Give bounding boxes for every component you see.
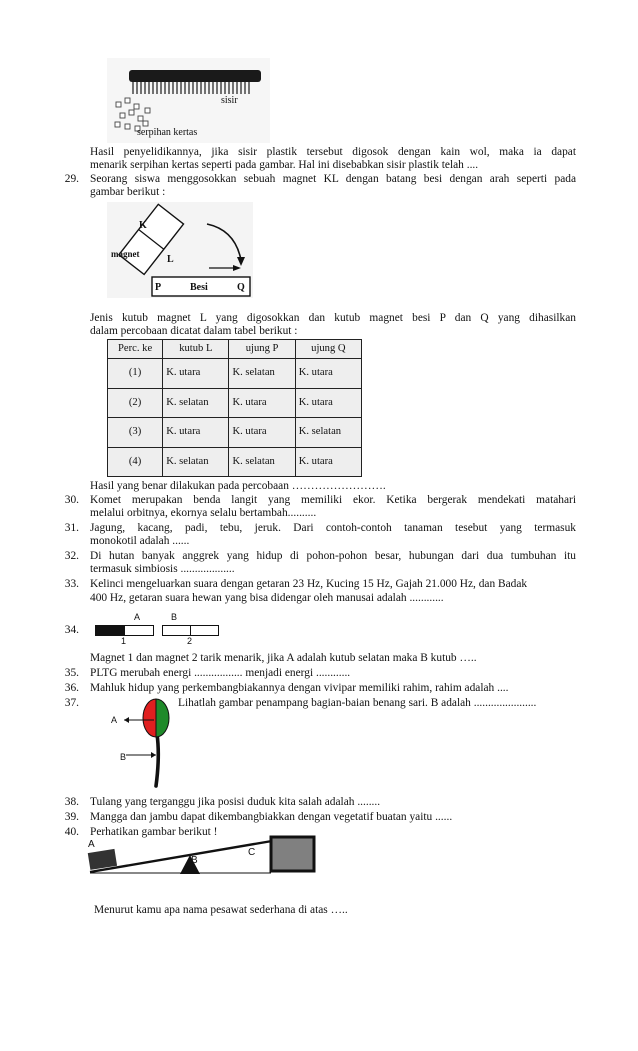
q36-text: Mahluk hidup yang perkembangbiakannya dengan vivipar memiliki rahim, rahim adalah .... <box>90 682 509 694</box>
table-cell: (2) <box>108 388 163 418</box>
pole-k-label: K <box>139 220 147 231</box>
magnet-1-dark-half <box>96 626 125 635</box>
q36-number: 36. <box>64 682 79 694</box>
effort-block-c <box>271 837 314 871</box>
table-cell: K. utara <box>163 418 229 448</box>
q38-number: 38. <box>64 796 79 808</box>
q33-number: 33. <box>64 578 79 590</box>
paper-label: serpihan kertas <box>137 127 198 138</box>
q30-line1: Komet merupakan benda langit yang memiliki ekor. Ketika bergerak mendekati matahari <box>90 494 576 506</box>
magnet-b-label: B <box>171 612 178 622</box>
q28-text-line2: menarik serpihan kertas seperti pada gambar. Hal ini disebabkan sisir plastik telah .... <box>90 159 479 171</box>
q33-line1: Kelinci mengeluarkan suara dengan getaran 23 Hz, Kucing 15 Hz, Gajah 21.000 Hz, dan Badak <box>90 578 528 590</box>
table-cell: K. selatan <box>295 418 361 448</box>
table-cell: K. selatan <box>163 388 229 418</box>
q40-question: Menurut kamu apa nama pesawat sederhana di atas ….. <box>94 904 348 916</box>
table-cell: K. utara <box>295 388 361 418</box>
table-header: Perc. ke <box>108 340 163 359</box>
lever-a-label: A <box>88 839 95 850</box>
q32-line2: termasuk simbiosis ................... <box>90 563 235 575</box>
table-header: ujung P <box>229 340 295 359</box>
stamen-figure <box>110 696 180 788</box>
q29-intro-line1: Jenis kutub magnet L yang digosokkan dan kutub magnet besi P dan Q yang dihasilkan <box>90 312 576 324</box>
anther-green-half <box>156 699 169 737</box>
table-row <box>108 359 362 389</box>
q39-number: 39. <box>64 811 79 823</box>
table-cell: K. utara <box>295 359 361 389</box>
q32-line1: Di hutan banyak anggrek yang hidup di pohon-pohon besar, hubungan dari dua tumbuhan itu <box>90 550 576 562</box>
magnet-2-divider <box>190 626 191 635</box>
anther-red-half <box>143 699 156 737</box>
q37-text: Lihatlah gambar penampang bagian-baian benang sari. B adalah ...................... <box>178 697 537 709</box>
q38-text: Tulang yang terganggu jika posisi duduk kita salah adalah ........ <box>90 796 381 808</box>
lever-c-label: C <box>248 847 256 858</box>
q39-text: Mangga dan jambu dapat dikembangbiakkan dengan vegetatif buatan yaitu ...... <box>90 811 453 823</box>
iron-besi-label: Besi <box>190 282 208 293</box>
q29-number: 29. <box>64 173 79 185</box>
q35-text: PLTG merubah energi ................. menjadi energi ............ <box>90 667 351 679</box>
table-row <box>108 388 362 418</box>
q29-intro-line2: dalam percobaan dicatat dalam tabel berikut : <box>90 325 298 337</box>
q29-text-line2: gambar berikut : <box>90 186 166 198</box>
q40-text: Perhatikan gambar berikut ! <box>90 826 218 838</box>
q28-text-line1: Hasil penyelidikannya, jika sisir plastik tersebut digosok dengan kain wol, maka ia dapat <box>90 146 576 158</box>
stamen-b-label: B <box>120 752 127 762</box>
table-cell: K. selatan <box>229 447 295 477</box>
q29-text-line1: Seorang siswa menggosokkan sebuah magnet KL dengan batang besi dengan arah seperti pada <box>90 173 576 185</box>
q37-number: 37. <box>64 697 79 709</box>
table-cell: K. utara <box>163 359 229 389</box>
table-cell: K. selatan <box>229 359 295 389</box>
table-header: kutub L <box>163 340 229 359</box>
table-cell: K. utara <box>229 388 295 418</box>
magnet-label: magnet <box>111 249 140 259</box>
table-row <box>108 418 362 448</box>
q35-number: 35. <box>64 667 79 679</box>
q34-number: 34. <box>64 624 79 636</box>
pole-l-label: L <box>167 254 174 265</box>
comb-label: sisir <box>221 95 238 106</box>
magnet-2-label: 2 <box>187 636 193 646</box>
table-cell: K. utara <box>229 418 295 448</box>
table-cell: (4) <box>108 447 163 477</box>
iron-q-label: Q <box>237 282 245 293</box>
iron-p-label: P <box>155 282 162 293</box>
table-row <box>108 447 362 477</box>
experiment-table <box>107 339 362 477</box>
q40-number: 40. <box>64 826 79 838</box>
table-cell: (1) <box>108 359 163 389</box>
q29-answer-line: Hasil yang benar dilakukan pada percobaan ……………………. <box>90 480 386 492</box>
q31-line2: monokotil adalah ...... <box>90 535 190 547</box>
stamen-a-label: A <box>111 715 118 725</box>
magnet-a-label: A <box>134 612 141 622</box>
q30-number: 30. <box>64 494 79 506</box>
table-cell: K. utara <box>295 447 361 477</box>
q30-line2: melalui orbitnya, ekornya selalu bertambah.......... <box>90 507 317 519</box>
table-header: ujung Q <box>295 340 361 359</box>
load-block-a <box>88 849 117 870</box>
q33-line2: 400 Hz, getaran suara hewan yang bisa didengar oleh manusai adalah ............ <box>90 592 444 604</box>
q31-line1: Jagung, kacang, padi, tebu, jeruk. Dari contoh-contoh tanaman tesebut yang termasuk <box>90 522 576 534</box>
q34-text: Magnet 1 dan magnet 2 tarik menarik, jika A adalah kutub selatan maka B kutub ….. <box>90 652 477 664</box>
q32-number: 32. <box>64 550 79 562</box>
q31-number: 31. <box>64 522 79 534</box>
magnet-1-label: 1 <box>121 636 127 646</box>
lever-figure <box>86 832 322 877</box>
table-cell: K. selatan <box>163 447 229 477</box>
lever-b-label: B <box>191 855 198 866</box>
table-cell: (3) <box>108 418 163 448</box>
table-header-row <box>108 340 362 359</box>
